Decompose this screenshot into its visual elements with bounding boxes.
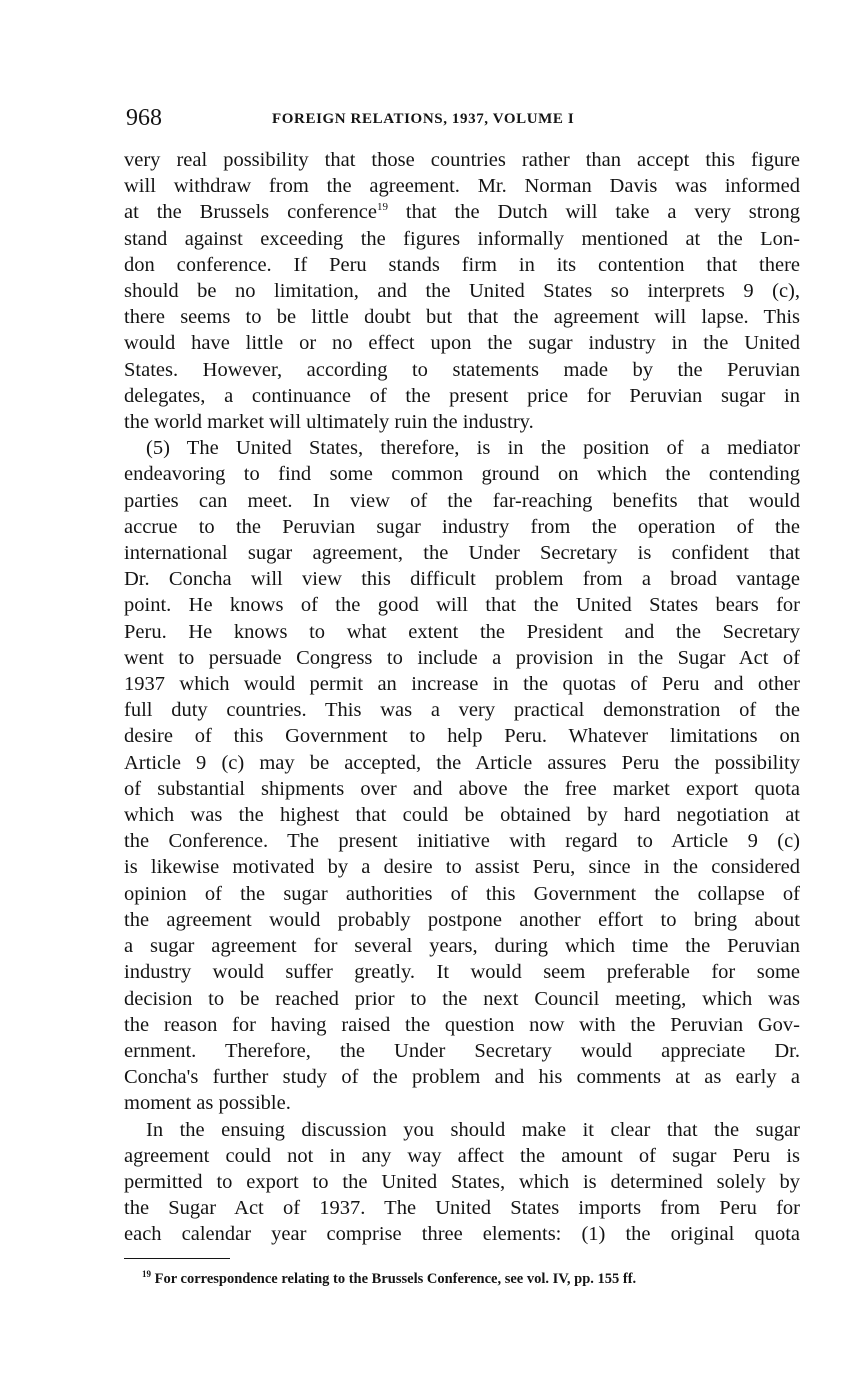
text-line: a sugar agreement for several years, during which time the Peruvian <box>124 935 800 958</box>
paragraph-ensuing <box>124 1117 800 1248</box>
footnote <box>124 1269 800 1289</box>
text-line: stand against exceeding the figures informally mentioned at the Lon- <box>124 227 800 250</box>
text-line: Peru. He knows to what extent the President and the Secretary <box>124 620 800 643</box>
text-line: ernment. Therefore, the Under Secretary would appreciate Dr. <box>124 1039 800 1062</box>
text-line: Concha's further study of the problem and his comments at as early a <box>124 1066 800 1089</box>
text-line: agreement could not in any way affect the amount of sugar Peru is <box>124 1144 800 1167</box>
text-line: each calendar year comprise three elements: (1) the original quota <box>124 1223 800 1246</box>
text-line: parties can meet. In view of the far-reaching benefits that would <box>124 489 800 512</box>
footnote-reference: 19 <box>376 201 388 214</box>
text-line: the agreement would probably postpone another effort to bring about <box>124 908 800 931</box>
text-segment: that the Dutch will take a very strong <box>405 201 800 224</box>
text-segment: at the Brussels conference <box>124 201 377 224</box>
text-line <box>124 199 800 225</box>
text-line: point. He knows of the good will that the United States bears for <box>124 594 800 617</box>
text-line: Article 9 (c) may be accepted, the Article assures Peru the possibility <box>124 751 800 774</box>
footnote-mark: 19 <box>142 1269 151 1280</box>
text-line: desire of this Government to help Peru. Whatever limitations on <box>124 725 800 748</box>
document-page <box>124 103 800 1289</box>
text-line: decision to be reached prior to the next Council meeting, which was <box>124 987 800 1010</box>
text-line: there seems to be little doubt but that the agreement will lapse. This <box>124 306 800 329</box>
body-text <box>124 147 800 1248</box>
text-line: opinion of the sugar authorities of this Government the collapse of <box>124 882 800 905</box>
running-header <box>124 103 800 137</box>
footnote-text: For correspondence relating to the Brussels Conference, see vol. IV, pp. 155 ff. <box>154 1271 637 1288</box>
text-line: full duty countries. This was a very practical demonstration of the <box>124 699 800 722</box>
text-line: industry would suffer greatly. It would seem preferable for some <box>124 961 800 984</box>
text-line: 1937 which would permit an increase in the quotas of Peru and other <box>124 673 800 696</box>
text-line: the world market will ultimately ruin the industry. <box>124 411 534 434</box>
text-line: the reason for having raised the question now with the Peruvian Gov- <box>124 1013 800 1036</box>
text-line: very real possibility that those countries rather than accept this figure <box>124 149 800 171</box>
text-line: should be no limitation, and the United States so interprets 9 (c), <box>124 280 800 303</box>
text-line: moment as possible. <box>124 1092 291 1115</box>
text-line: the Conference. The present initiative with regard to Article 9 (c) <box>124 830 800 853</box>
text-line: In the ensuing discussion you should make it clear that the sugar <box>146 1118 800 1141</box>
text-line: States. However, according to statements made by the Peruvian <box>124 358 800 381</box>
text-line: went to persuade Congress to include a provision in the Sugar Act of <box>124 646 800 669</box>
footnote-rule <box>124 1258 230 1260</box>
paragraph-continued <box>124 147 800 435</box>
text-line: (5) The United States, therefore, is in the position of a mediator <box>146 437 800 460</box>
running-title: FOREIGN RELATIONS, 1937, VOLUME I <box>272 111 575 127</box>
text-line: is likewise motivated by a desire to assist Peru, since in the considered <box>124 856 800 879</box>
text-line: don conference. If Peru stands firm in its contention that there <box>124 253 800 276</box>
text-line: Dr. Concha will view this difficult problem from a broad vantage <box>124 568 800 591</box>
text-line: the Sugar Act of 1937. The United States imports from Peru for <box>124 1197 800 1220</box>
text-line: accrue to the Peruvian sugar industry from the operation of the <box>124 515 800 538</box>
text-line: which was the highest that could be obtained by hard negotiation at <box>124 804 800 827</box>
text-line: delegates, a continuance of the present price for Peruvian sugar in <box>124 384 800 407</box>
page-number: 968 <box>126 105 162 131</box>
paragraph-5 <box>124 435 800 1116</box>
text-line: of substantial shipments over and above the free market export quota <box>124 777 800 800</box>
text-line: would have little or no effect upon the sugar industry in the United <box>124 332 800 355</box>
text-line: will withdraw from the agreement. Mr. Norman Davis was informed <box>124 175 800 198</box>
text-line: permitted to export to the United States, which is determined solely by <box>124 1170 800 1193</box>
text-line: endeavoring to find some common ground on which the contending <box>124 463 800 486</box>
text-line: international sugar agreement, the Under Secretary is confident that <box>124 542 800 565</box>
